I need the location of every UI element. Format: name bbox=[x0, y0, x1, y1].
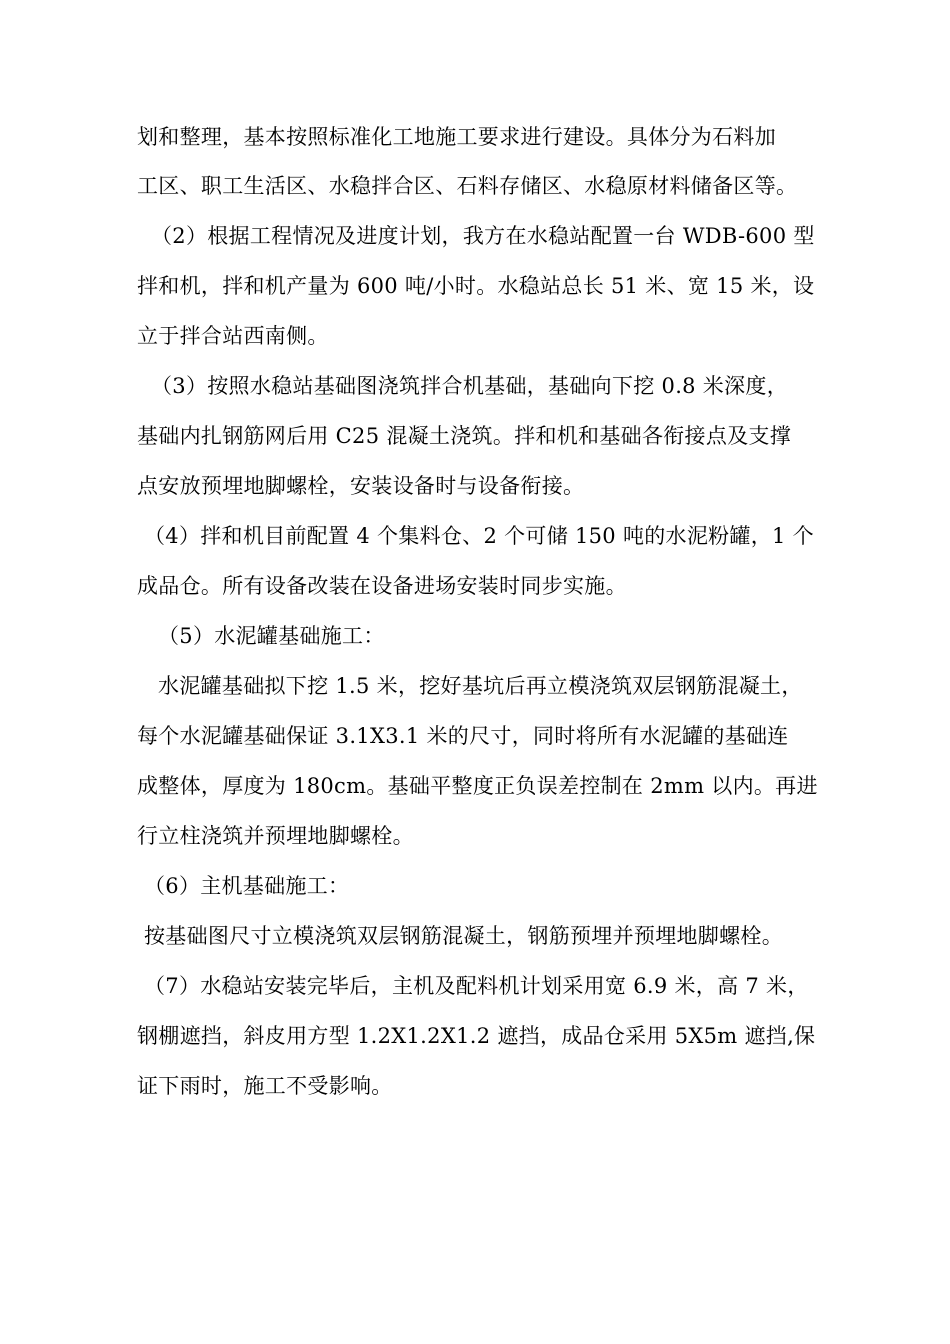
text-line: 行立柱浇筑并预埋地脚螺栓。 bbox=[137, 824, 414, 848]
text-line: 每个水泥罐基础保证 3.1X3.1 米的尺寸，同时将所有水泥罐的基础连 bbox=[137, 724, 789, 748]
text-line: 成整体，厚度为 180cm。基础平整度正负误差控制在 2mm 以内。再进 bbox=[137, 774, 818, 798]
section-heading: （6）主机基础施工： bbox=[144, 874, 350, 898]
text-line: （3）按照水稳站基础图浇筑拌合机基础，基础向下挖 0.8 米深度， bbox=[151, 374, 789, 398]
text-line: （4）拌和机目前配置 4 个集料仓、2 个可储 150 吨的水泥粉罐，1 个 bbox=[144, 524, 814, 548]
text-line: 立于拌合站西南侧。 bbox=[137, 324, 329, 348]
text-line: （7）水稳站安装完毕后，主机及配料机计划采用宽 6.9 米，高 7 米， bbox=[144, 974, 809, 998]
text-line: 钢棚遮挡，斜皮用方型 1.2X1.2X1.2 遮挡，成品仓采用 5X5m 遮挡,保 bbox=[137, 1024, 816, 1048]
text-line: 划和整理，基本按照标准化工地施工要求进行建设。具体分为石料加 bbox=[137, 125, 776, 149]
text-line: 证下雨时，施工不受影响。 bbox=[137, 1074, 393, 1098]
text-line: 成品仓。所有设备改装在设备进场安装时同步实施。 bbox=[137, 574, 627, 598]
text-line: 水泥罐基础拟下挖 1.5 米，挖好基坑后再立模浇筑双层钢筋混凝土， bbox=[158, 674, 803, 698]
text-line: 按基础图尺寸立模浇筑双层钢筋混凝土，钢筋预埋并预埋地脚螺栓。 bbox=[144, 924, 783, 948]
text-line: 基础内扎钢筋网后用 C25 混凝土浇筑。拌和机和基础各衔接点及支撑 bbox=[137, 424, 792, 448]
text-line: 拌和机，拌和机产量为 600 吨/小时。水稳站总长 51 米、宽 15 米，设 bbox=[137, 274, 815, 298]
text-line: （2）根据工程情况及进度计划，我方在水稳站配置一台 WDB-600 型 bbox=[151, 224, 815, 248]
text-line: 工区、职工生活区、水稳拌合区、石料存储区、水稳原材料储备区等。 bbox=[137, 174, 798, 198]
text-line: 点安放预埋地脚螺栓，安装设备时与设备衔接。 bbox=[137, 474, 585, 498]
section-heading: （5）水泥罐基础施工： bbox=[158, 624, 385, 648]
